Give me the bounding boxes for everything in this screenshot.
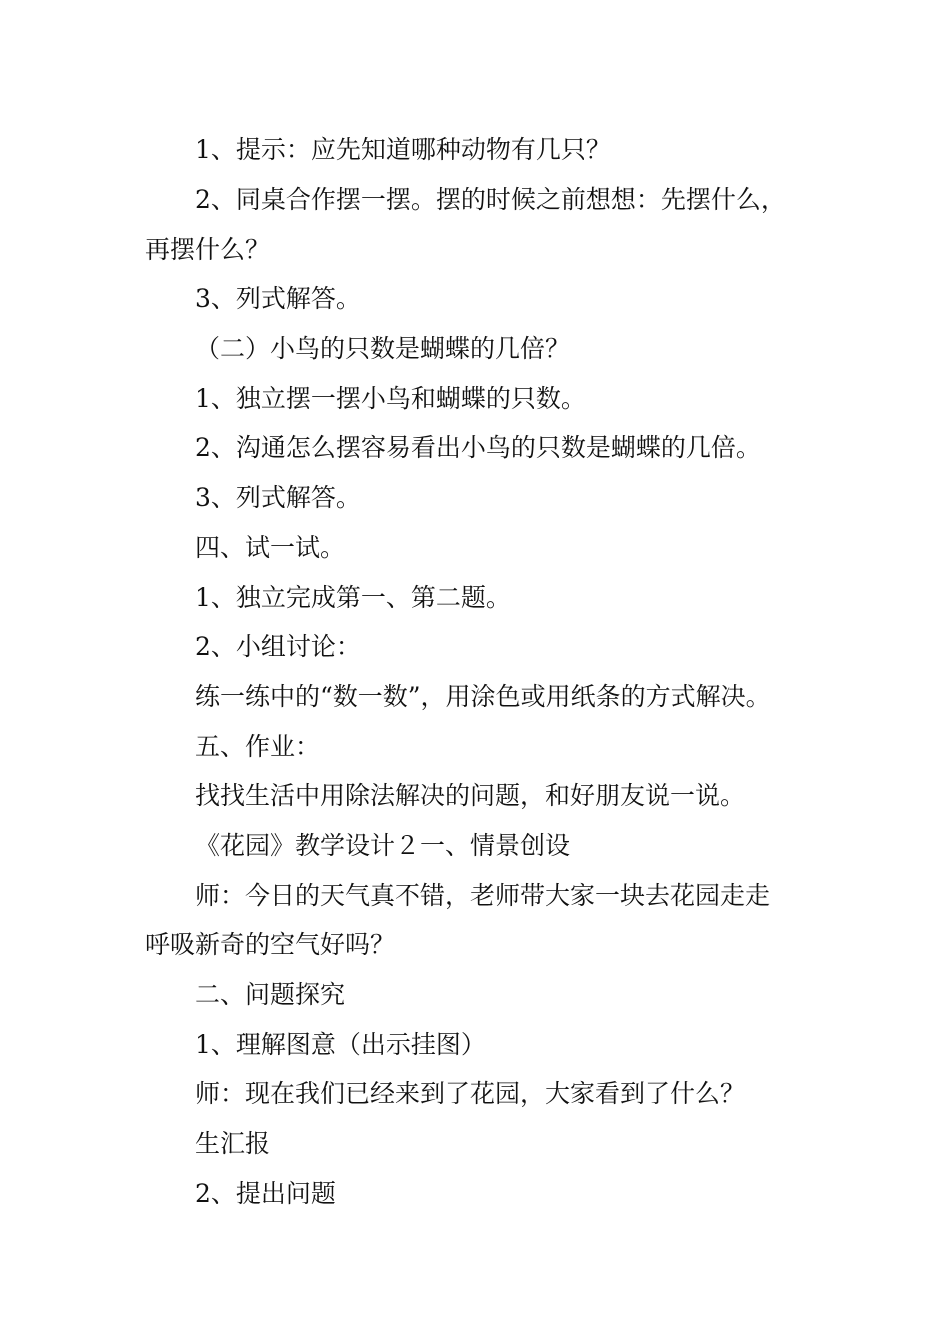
text-line: 《花园》教学设计２一、情景创设 — [195, 831, 571, 860]
text-line: （二）小鸟的只数是蝴蝶的几倍？ — [195, 334, 571, 363]
text-line: 2、提出问题 — [195, 1179, 336, 1208]
text-line: 1、独立摆一摆小鸟和蝴蝶的只数。 — [195, 384, 586, 413]
text-line: 2、小组讨论： — [195, 632, 361, 661]
text-line: 找找生活中用除法解决的问题，和好朋友说一说。 — [195, 781, 746, 810]
text-line: 1、提示：应先知道哪种动物有几只？ — [195, 135, 611, 164]
text-line: 五、作业： — [195, 732, 321, 761]
text-line: 呼吸新奇的空气好吗？ — [145, 930, 396, 959]
text-line: 1、理解图意（出示挂图） — [195, 1030, 486, 1059]
text-line: 师：现在我们已经来到了花园，大家看到了什么？ — [195, 1079, 746, 1108]
text-line: 3、列式解答。 — [195, 483, 361, 512]
text-line: 再摆什么？ — [145, 235, 271, 264]
text-line: 1、独立完成第一、第二题。 — [195, 583, 511, 612]
text-line: 四、试一试。 — [195, 533, 346, 562]
text-line: 练一练中的“数一数”，用涂色或用纸条的方式解决。 — [195, 682, 771, 711]
text-line: 师：今日的天气真不错，老师带大家一块去花园走走 — [195, 881, 771, 910]
text-line: 2、同桌合作摆一摆。摆的时候之前想想：先摆什么， — [195, 185, 786, 214]
text-line: 生汇报 — [195, 1129, 271, 1158]
text-line: 2、沟通怎么摆容易看出小鸟的只数是蝴蝶的几倍。 — [195, 433, 761, 462]
text-line: 3、列式解答。 — [195, 284, 361, 313]
text-line: 二、问题探究 — [195, 980, 346, 1009]
